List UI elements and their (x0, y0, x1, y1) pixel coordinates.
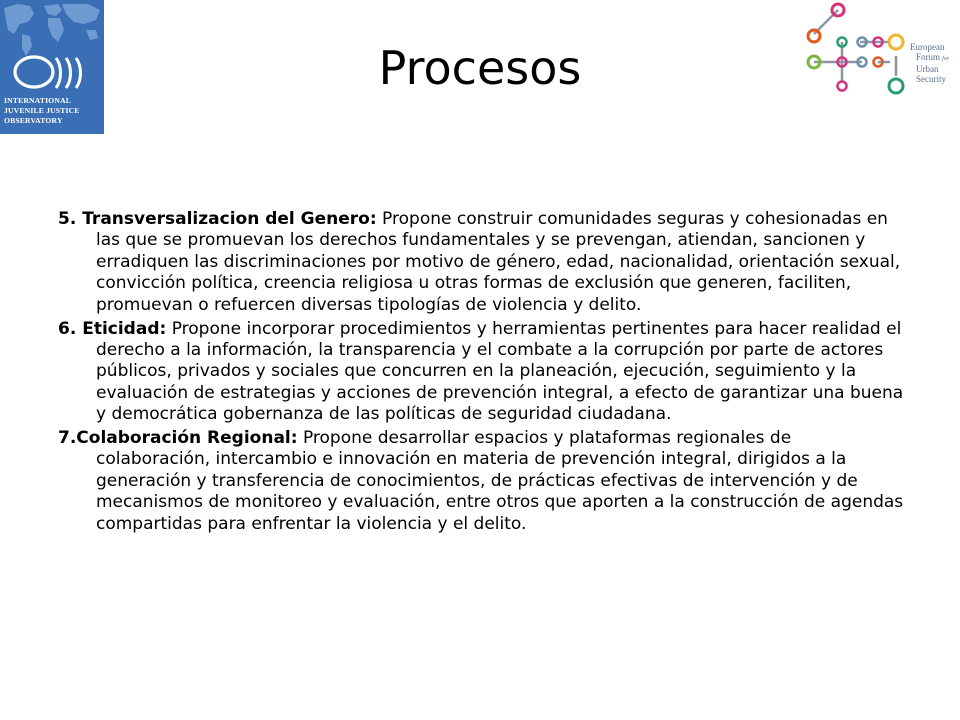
efus-line-1: European (910, 42, 945, 52)
process-term: 7.Colaboración Regional: (58, 428, 298, 449)
slide-title: Procesos (378, 41, 582, 95)
ijjo-line-1: INTERNATIONAL (4, 96, 72, 105)
process-item (58, 319, 910, 426)
efus-line-2 (910, 52, 949, 64)
ijjo-wordmark (4, 96, 100, 126)
efus-word-forum: Forum (916, 52, 941, 62)
process-item (58, 428, 910, 535)
process-description: Propone incorporar procedimientos y herramientas pertinentes para hacer realidad el derecho a la información, la transparencia y el combate a la corrupción por parte de actores públicos, privados y sociales que concurren en la planeación, ejecución, seguimiento y la evaluación de estrategias y acciones de prevención integral, a efecto de garantizar una buena y democrática gobernanza de las políticas de seguridad ciudadana. (96, 318, 904, 425)
process-term: 5. Transversalizacion del Genero: (58, 209, 377, 229)
efus-line-3: Urban (916, 64, 939, 74)
ijjo-line-2: JUVENILE JUSTICE (4, 106, 80, 115)
efus-line-4: Security (916, 74, 946, 84)
process-item (58, 209, 910, 316)
efus-logo (790, 0, 960, 100)
efus-word-for: for (942, 56, 950, 62)
slide-body (58, 209, 910, 538)
efus-wordmark (910, 42, 949, 84)
process-term: 6. Eticidad: (58, 318, 167, 339)
process-description: Propone construir comunidades seguras y cohesionadas en las que se promuevan los derechos fundamentales y se prevengan, atiendan, sancionen y erradiquen las discriminaciones por motivo de género, edad, nacionalidad, orientación sexual, convicción política, creencia religiosa u otras formas de exclusión que generen, faciliten, promuevan o refuercen diversas tipologías de violencia y delito. (96, 209, 901, 315)
ijjo-line-3: OBSERVATORY (4, 116, 63, 125)
process-description: Propone desarrollar espacios y plataformas regionales de colaboración, intercambio e innovación en materia de prevención integral, dirigidos a la generación y transferencia de conocimientos, de prácticas efectivas de intervención y de mecanismos de monitoreo y evaluación, entre otros que aporten a la construcción de agendas compartidas para enfrentar la violencia y el delito. (96, 428, 904, 534)
